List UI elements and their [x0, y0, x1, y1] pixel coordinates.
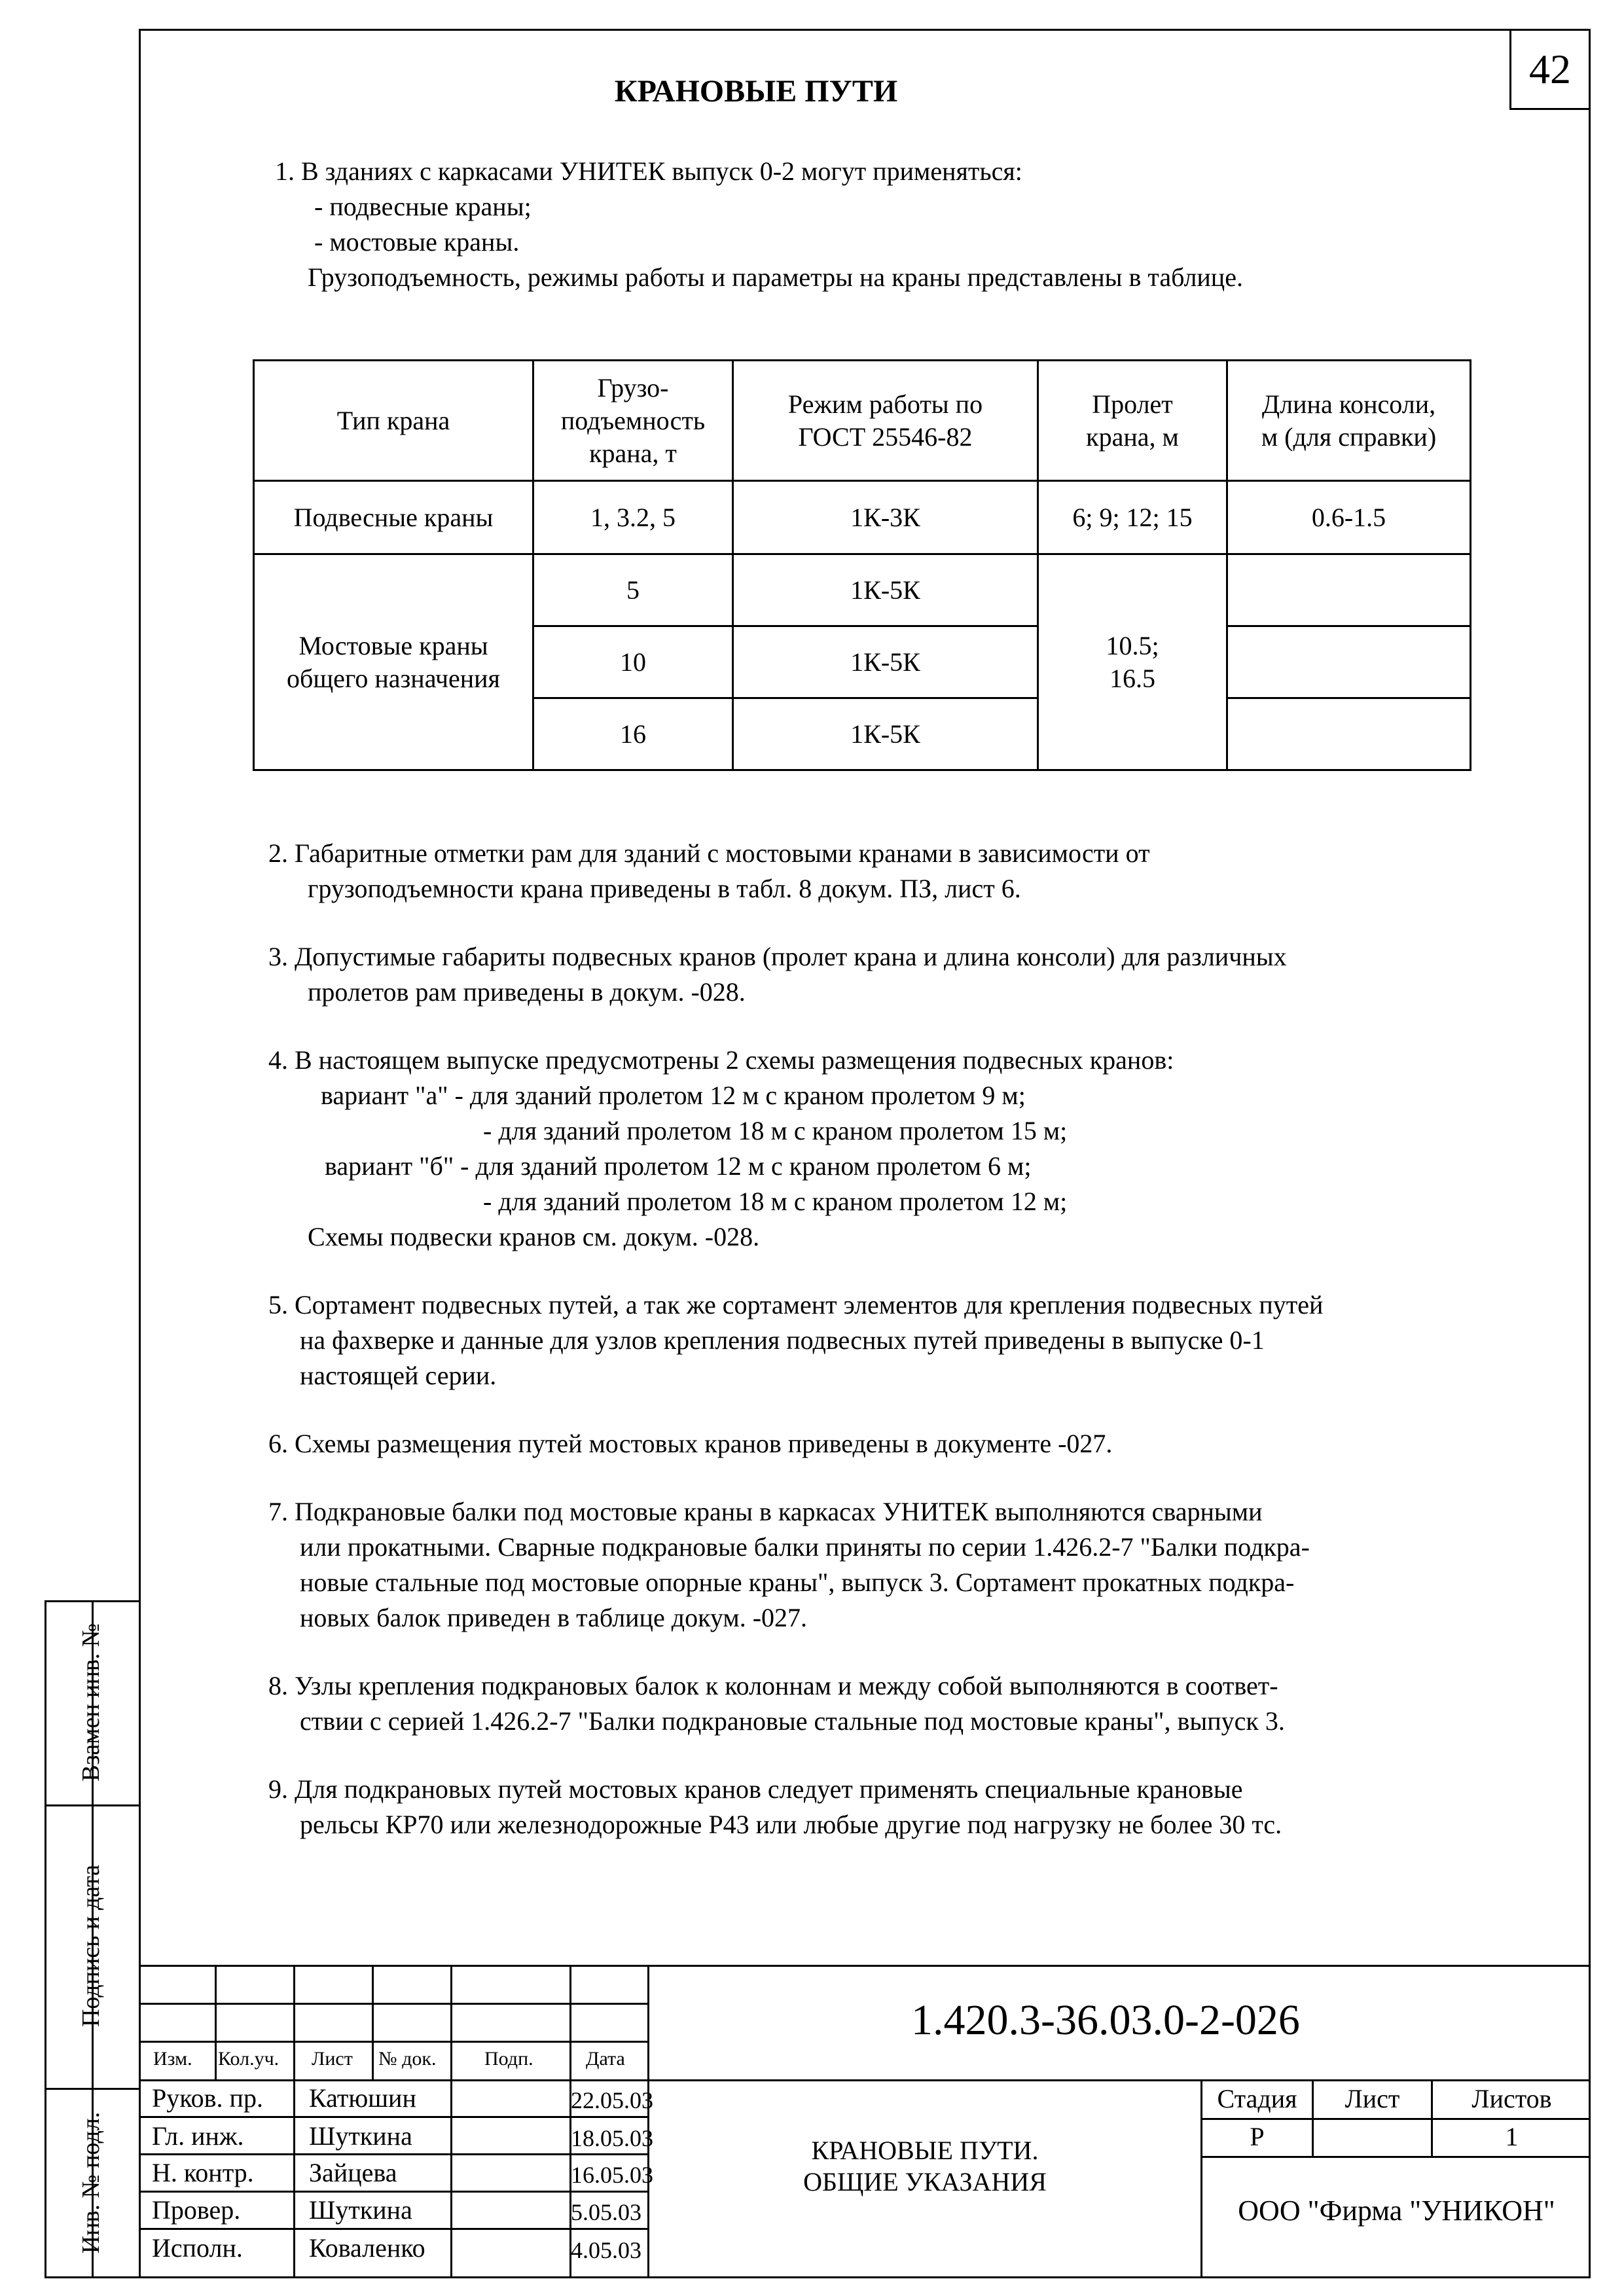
- note-line: новых балок приведен в таблице докум. -027.: [300, 1603, 808, 1632]
- table-cell: 10.5; 16.5: [1106, 630, 1159, 693]
- company-name: ООО "Фирма "УНИКОН": [1238, 2195, 1555, 2227]
- note-line: 8. Узлы крепления подкрановых балок к колоннам и между собой выполняются в соответ-: [268, 1671, 1278, 1700]
- col-izm: Изм.: [153, 2048, 192, 2070]
- role-name: Зайцева: [309, 2158, 397, 2187]
- note-line: грузоподъемности крана приведены в табл. 8 докум. ПЗ, лист 6.: [308, 874, 1021, 903]
- page-number: 42: [1509, 29, 1591, 110]
- intro-line: 1. В зданиях с каркасами УНИТЕК выпуск 0-2 могут применяться:: [275, 156, 1022, 186]
- note-line: 7. Подкрановые балки под мостовые краны в каркасах УНИТЕК выполняются сварными: [268, 1497, 1263, 1526]
- note-line: - для зданий пролетом 18 м с краном пролетом 12 м;: [483, 1187, 1068, 1216]
- intro-line: Грузоподъемность, режимы работы и параметры на краны представлены в таблице.: [308, 262, 1243, 292]
- side-inv-original: Инв. № подл.: [77, 2111, 105, 2254]
- doc-code: 1.420.3-36.03.0-2-026: [911, 1996, 1300, 2044]
- table-cell: 1К-5К: [850, 719, 920, 749]
- note-line: 6. Схемы размещения путей мостовых кранов приведены в документе -027.: [268, 1429, 1113, 1458]
- note-line: или прокатными. Сварные подкрановые балки приняты по серии 1.426.2-7 "Балки подкра-: [300, 1532, 1310, 1562]
- col-doc: № док.: [378, 2048, 437, 2070]
- note-line: 4. В настоящем выпуске предусмотрены 2 схемы размещения подвесных кранов:: [268, 1045, 1174, 1075]
- side-signature-date: Подпись и дата: [77, 1864, 105, 2028]
- role-name: Коваленко: [309, 2233, 425, 2263]
- table-cell: 0.6-1.5: [1311, 502, 1386, 532]
- table-cell: 16: [620, 719, 646, 749]
- table-cell: 1К-5К: [850, 647, 920, 677]
- note-line: настоящей серии.: [300, 1361, 497, 1390]
- role-date: 5.05.03: [571, 2199, 641, 2225]
- role-label: Исполн.: [152, 2233, 243, 2263]
- role-name: Шуткина: [309, 2195, 412, 2225]
- table-cell: 1К-5К: [850, 575, 920, 605]
- header-capacity: Грузо- подъемность крана, т: [560, 372, 706, 468]
- role-label: Гл. инж.: [152, 2121, 244, 2151]
- note-line: Схемы подвески кранов см. докум. -028.: [308, 1222, 760, 1251]
- note-line: 5. Сортамент подвесных путей, а так же сортамент элементов для крепления подвесных путей: [268, 1290, 1324, 1319]
- table-cell: Мостовые краны общего назначения: [287, 630, 500, 693]
- table-cell: 10: [620, 647, 646, 677]
- header-type: Тип крана: [336, 405, 450, 435]
- role-date: 18.05.03: [571, 2125, 653, 2151]
- sheets-label: Листов: [1471, 2084, 1552, 2113]
- role-date: 4.05.03: [571, 2237, 641, 2263]
- table-cell: 6; 9; 12; 15: [1072, 502, 1193, 532]
- role-label: Руков. пр.: [152, 2083, 263, 2113]
- note-line: 2. Габаритные отметки рам для зданий с мостовыми кранами в зависимости от: [268, 838, 1150, 868]
- col-kol: Кол.уч.: [218, 2048, 280, 2070]
- note-line: новые стальные под мостовые опорные краны", выпуск 3. Сортамент прокатных подкра-: [300, 1568, 1295, 1597]
- role-date: 16.05.03: [571, 2162, 653, 2188]
- role-name: Катюшин: [309, 2083, 416, 2113]
- stage-label: Стадия: [1217, 2084, 1297, 2113]
- header-span: Пролет крана, м: [1086, 389, 1179, 452]
- col-list: Лист: [312, 2048, 353, 2070]
- note-line: пролетов рам приведены в докум. -028.: [308, 977, 746, 1007]
- table-cell: 5: [626, 575, 640, 605]
- role-label: Провер.: [152, 2195, 241, 2225]
- table-cell: Подвесные краны: [293, 502, 494, 532]
- role-label: Н. контр.: [152, 2158, 254, 2187]
- note-line: на фахверке и данные для узлов крепления подвесных путей приведены в выпуске 0-1: [300, 1325, 1265, 1355]
- role-name: Шуткина: [309, 2121, 412, 2151]
- page-title: КРАНОВЫЕ ПУТИ: [614, 74, 898, 109]
- stage-value: Р: [1250, 2122, 1265, 2151]
- col-date: Дата: [586, 2048, 625, 2070]
- table-cell: 1, 3.2, 5: [590, 502, 676, 532]
- note-line: - для зданий пролетом 18 м с краном пролетом 15 м;: [483, 1116, 1068, 1145]
- col-sign: Подп.: [484, 2048, 533, 2070]
- sheets-value: 1: [1505, 2122, 1519, 2151]
- note-line: 9. Для подкрановых путей мостовых кранов следует применять специальные крановые: [268, 1774, 1243, 1804]
- note-line: вариант "б" - для зданий пролетом 12 м с краном пролетом 6 м;: [325, 1151, 1032, 1181]
- note-line: 3. Допустимые габариты подвесных кранов (пролет крана и длина консоли) для различных: [268, 942, 1287, 971]
- doc-title-line: КРАНОВЫЕ ПУТИ.: [811, 2136, 1039, 2165]
- sheet-label: Лист: [1344, 2084, 1400, 2113]
- doc-title-line: ОБЩИЕ УКАЗАНИЯ: [803, 2167, 1047, 2197]
- table-cell: 1К-3К: [850, 502, 920, 532]
- intro-line: - подвесные краны;: [314, 192, 532, 221]
- header-mode: Режим работы по ГОСТ 25546-82: [787, 389, 983, 452]
- side-replaced-inv: Взамен инв. №: [77, 1623, 105, 1782]
- note-line: вариант "а" - для зданий пролетом 12 м с краном пролетом 9 м;: [321, 1081, 1026, 1110]
- intro-line: - мостовые краны.: [314, 227, 520, 257]
- header-console: Длина консоли, м (для справки): [1261, 389, 1437, 452]
- role-date: 22.05.03: [571, 2087, 653, 2113]
- note-line: рельсы КР70 или железнодорожные Р43 или любые другие под нагрузку не более 30 тс.: [300, 1810, 1282, 1839]
- note-line: ствии с серией 1.426.2-7 "Балки подкрановые стальные под мостовые краны", выпуск 3.: [300, 1706, 1285, 1736]
